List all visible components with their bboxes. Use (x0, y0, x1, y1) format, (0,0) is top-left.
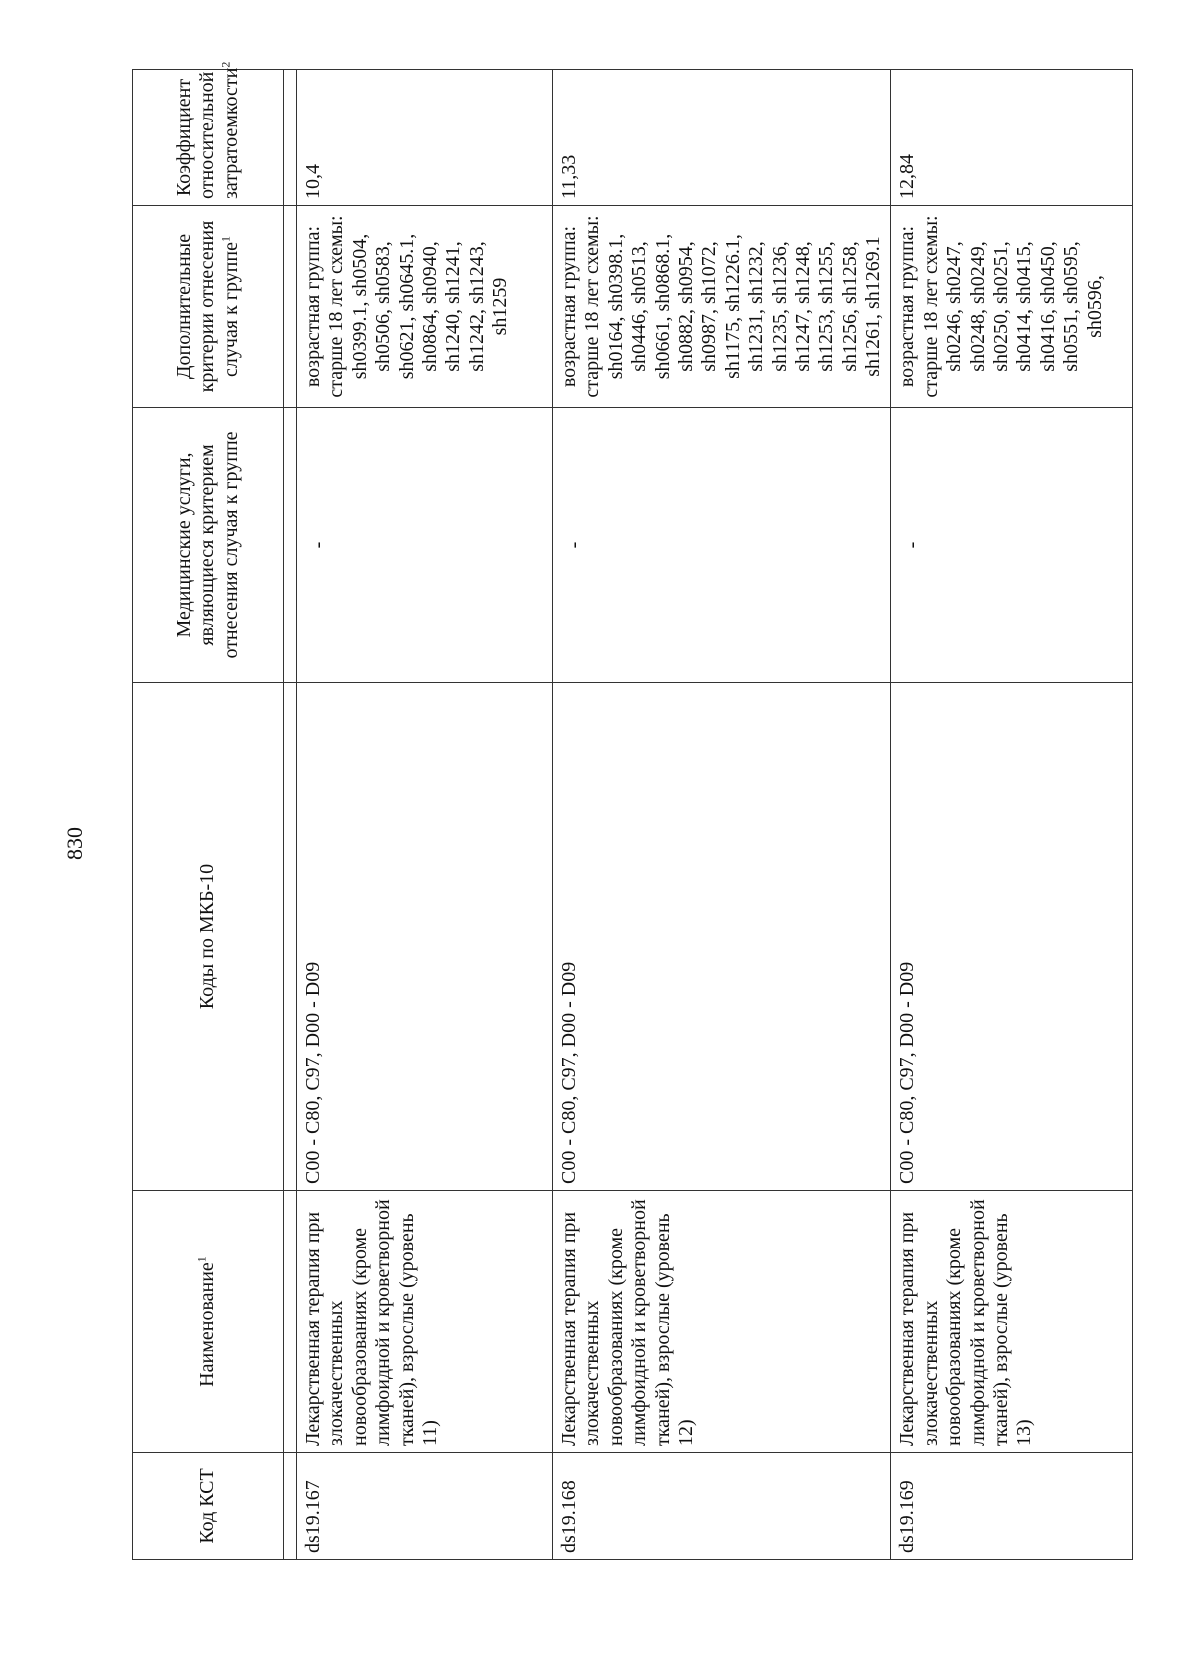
header-coefficient: Коэффициент относительной затратоемкости$^2$ (133, 70, 284, 206)
row-name: Лекарственная терапия при злокачественных новообразованиях (кроме лимфоидной и кроветворной тканей), взрослые (уровень 13) (891, 1191, 1133, 1453)
row-code: ds19.169 (891, 1453, 1133, 1560)
row-services: - (297, 408, 553, 683)
row-icd: C00 - C80, C97, D00 - D09 (891, 683, 1133, 1191)
page-number: 830 (62, 827, 87, 860)
header-services: Медицинские услуги, являющиеся критерием отнесения случая к группе (133, 408, 284, 683)
row-coefficient: 10,4 (297, 70, 553, 206)
header-name: Наименование$^1$ (133, 1191, 284, 1453)
row-coefficient: 11,33 (553, 70, 891, 206)
row-coefficient: 12,84 (891, 70, 1133, 206)
table-row (297, 70, 553, 1560)
row-extra-criteria: возрастная группа: старше 18 лет схемы: sh0246, sh0247, sh0248, sh0249, sh0250, sh0251, sh0414, sh0415, sh0416, sh0450, sh0551, sh0595, sh0596, (891, 206, 1133, 408)
table-header-row (133, 70, 284, 1560)
row-services: - (891, 408, 1133, 683)
header-spacer-row (284, 70, 297, 1560)
table-row (891, 70, 1133, 1560)
row-name: Лекарственная терапия при злокачественных новообразованиях (кроме лимфоидной и кроветворной тканей), взрослые (уровень 12) (553, 1191, 891, 1453)
header-code: Код КСТ (133, 1453, 284, 1560)
row-code: ds19.168 (553, 1453, 891, 1560)
row-code: ds19.167 (297, 1453, 553, 1560)
row-services: - (553, 408, 891, 683)
header-extra-criteria: Дополнительные критерии отнесения случая к группе$^1$ (133, 206, 284, 408)
row-extra-criteria: возрастная группа: старше 18 лет схемы: sh0399.1, sh0504, sh0506, sh0583, sh0621, sh0645.1, sh0864, sh0940, sh1240, sh1241, sh1242, sh1243, sh1259 (297, 206, 553, 408)
row-icd: C00 - C80, C97, D00 - D09 (553, 683, 891, 1191)
row-icd: C00 - C80, C97, D00 - D09 (297, 683, 553, 1191)
row-extra-criteria: возрастная группа: старше 18 лет схемы: sh0164, sh0398.1, sh0446, sh0513, sh0661, sh0868.1, sh0882, sh0954, sh0987, sh1072, sh1175, sh1226.1, sh1231, sh1232, sh1235, sh1236, sh1247, sh1248, sh1253, sh1255, sh1256, sh1258, sh1261, sh1269.1 (553, 206, 891, 408)
table-row (553, 70, 891, 1560)
header-icd: Коды по МКБ-10 (133, 683, 284, 1191)
row-name: Лекарственная терапия при злокачественных новообразованиях (кроме лимфоидной и кроветворной тканей), взрослые (уровень 11) (297, 1191, 553, 1453)
kst-table (132, 61, 1133, 1560)
